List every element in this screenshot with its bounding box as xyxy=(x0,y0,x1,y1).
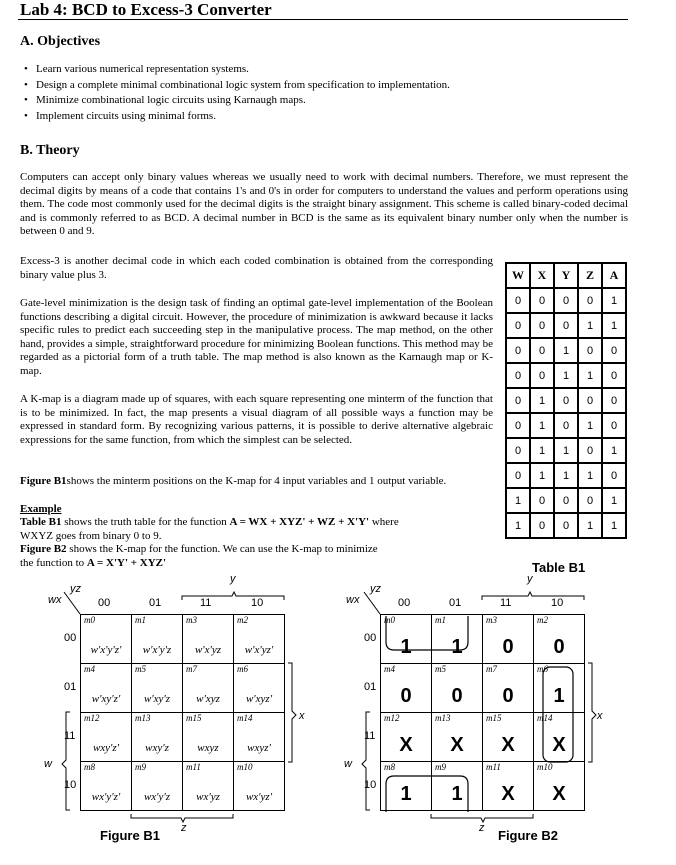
kmap-b1-w-brace xyxy=(62,712,70,810)
kmap-minterm-label: m6 xyxy=(537,664,548,674)
table-header-cell: X xyxy=(530,263,554,288)
figure-b1-description xyxy=(20,475,500,489)
kmap-cell-value: 1 xyxy=(451,783,463,805)
kmap-cell-expression: wxy'z xyxy=(145,742,169,754)
kmap-b2-group-right xyxy=(543,667,573,762)
table-cell: 0 xyxy=(554,513,578,538)
table-cell: 0 xyxy=(506,338,530,363)
example-heading: Example xyxy=(20,503,62,515)
kmap-cell-expression: wx'y'z' xyxy=(91,791,121,803)
example-text-4: the function to xyxy=(20,556,87,569)
kmap-b2-var-y: y xyxy=(527,573,533,585)
table-header-row xyxy=(506,263,626,288)
table-cell: 1 xyxy=(554,363,578,388)
kmap-cell-value: 1 xyxy=(451,636,463,658)
kmap-b2-y-brace xyxy=(482,592,584,600)
table-cell: 1 xyxy=(506,513,530,538)
table-header-cell: Z xyxy=(578,263,602,288)
kmap-col-label: 10 xyxy=(251,597,264,609)
table-cell: 1 xyxy=(554,463,578,488)
table-cell: 0 xyxy=(554,313,578,338)
table-cell: 1 xyxy=(530,413,554,438)
list-item: • Implement circuits using minimal forms. xyxy=(24,109,584,125)
table-cell: 1 xyxy=(578,513,602,538)
kmap-cell-expression: wxyz xyxy=(197,742,219,754)
table-cell: 0 xyxy=(554,288,578,313)
kmap-b2-corner-left: wx xyxy=(346,594,360,606)
kmap-cell-value: 0 xyxy=(400,685,412,707)
kmap-minterm-label: m11 xyxy=(186,762,201,772)
kmap-b1-corner-left: wx xyxy=(48,594,62,606)
kmap-minterm-label: m2 xyxy=(537,615,548,625)
list-item: • Minimize combinational logic circuits using Karnaugh maps. xyxy=(24,93,584,109)
kmap-decorations xyxy=(0,570,676,865)
table-cell: 1 xyxy=(530,388,554,413)
table-cell: 0 xyxy=(530,488,554,513)
kmap-cell-expression: w'xy'z' xyxy=(91,693,121,705)
kmap-cell-value: X xyxy=(399,734,413,756)
figure-b1-text: shows the minterm positions on the K-map for 4 input variables and 1 output variable. xyxy=(66,475,447,487)
kmap-b1-var-y: y xyxy=(230,573,236,585)
table-cell: 1 xyxy=(506,488,530,513)
kmap-cell-value: X xyxy=(552,783,566,805)
table-cell: 0 xyxy=(530,313,554,338)
table-cell: 0 xyxy=(578,338,602,363)
kmap-cell-value: 0 xyxy=(502,685,514,707)
kmap-cell-expression: wx'yz' xyxy=(245,791,273,803)
kmap-cell-expression: wxy'z' xyxy=(92,742,120,754)
kmap-minterm-label: m7 xyxy=(486,664,497,674)
theory-paragraph-4: A K-map is a diagram made up of squares, with each square representing one minterm of the function that is to be minimized. In fact, the map presents a visual diagram of all possible ways a function may be expressed in standard form. By recognizing various patterns, it is possible to derive alternative algebraic expressions for the same function, from which the simplest can be selected. xyxy=(20,393,493,446)
kmap-cell-expression: w'x'yz' xyxy=(244,644,274,656)
kmap-minterm-label: m14 xyxy=(537,713,553,723)
theory-heading: B. Theory xyxy=(20,143,80,158)
kmap-row-label: 01 xyxy=(364,681,377,693)
kmap-b1-var-x: x xyxy=(299,710,305,722)
kmap-cell-value: 1 xyxy=(400,783,412,805)
kmap-row-label: 01 xyxy=(64,681,77,693)
kmap-minterm-label: m1 xyxy=(435,615,446,625)
kmap-b1-x-brace xyxy=(288,663,296,762)
table-row xyxy=(506,338,626,363)
table-cell: 0 xyxy=(602,338,626,363)
kmap-cell-value: 1 xyxy=(553,685,565,707)
kmap-minterm-label: m15 xyxy=(186,713,202,723)
kmap-b2-x-brace xyxy=(588,663,596,762)
table-row xyxy=(506,438,626,463)
kmap-minterm-label: m2 xyxy=(237,615,248,625)
kmap-cell-value: 0 xyxy=(451,685,463,707)
table-b1-ref: Table B1 xyxy=(20,516,62,529)
table-cell: 1 xyxy=(530,438,554,463)
kmap-cell-expression: w'xyz xyxy=(196,693,220,705)
table-row xyxy=(506,288,626,313)
kmap-minterm-label: m9 xyxy=(435,762,446,772)
kmap-row-label: 11 xyxy=(64,730,76,742)
kmap-cell-value: X xyxy=(501,734,515,756)
kmap-cell-value: 0 xyxy=(553,636,565,658)
kmap-col-label: 01 xyxy=(149,597,162,609)
kmap-b2-corner-top: yz xyxy=(370,583,381,595)
table-header-cell: A xyxy=(602,263,626,288)
objectives-list xyxy=(24,62,584,124)
kmap-b1-z-brace xyxy=(131,814,233,822)
kmap-minterm-label: m14 xyxy=(237,713,253,723)
table-cell: 1 xyxy=(602,313,626,338)
kmap-b1-corner-top: yz xyxy=(70,583,81,595)
kmap-minterm-label: m8 xyxy=(84,762,95,772)
table-cell: 0 xyxy=(602,388,626,413)
kmap-minterm-label: m3 xyxy=(486,615,497,625)
kmap-minterm-label: m9 xyxy=(135,762,146,772)
table-cell: 0 xyxy=(554,488,578,513)
table-cell: 1 xyxy=(602,513,626,538)
table-row xyxy=(506,463,626,488)
kmap-col-label: 01 xyxy=(449,597,462,609)
table-cell: 0 xyxy=(554,388,578,413)
kmap-cell-value: X xyxy=(450,734,464,756)
table-row xyxy=(506,413,626,438)
kmap-col-label: 11 xyxy=(200,597,212,609)
table-cell: 0 xyxy=(578,388,602,413)
kmap-col-label: 00 xyxy=(98,597,111,609)
kmap-col-label: 00 xyxy=(398,597,411,609)
kmap-b2-var-z: z xyxy=(479,822,485,834)
minimized-function: A = X'Y' + XYZ' xyxy=(86,556,167,569)
table-cell: 1 xyxy=(554,438,578,463)
figure-b2-ref: Figure B2 xyxy=(20,543,67,556)
table-cell: 0 xyxy=(530,338,554,363)
kmap-minterm-label: m13 xyxy=(135,713,151,723)
truth-table-b1 xyxy=(505,262,627,539)
table-cell: 0 xyxy=(602,463,626,488)
kmap-minterm-label: m4 xyxy=(384,664,395,674)
table-cell: 0 xyxy=(602,413,626,438)
table-cell: 0 xyxy=(578,288,602,313)
kmap-cell-value: 1 xyxy=(400,636,412,658)
kmap-row-label: 00 xyxy=(64,632,77,644)
kmap-cell-expression: w'x'yz xyxy=(194,644,222,656)
theory-paragraph-1: Computers can accept only binary values whereas we usually need to work with decimal numbers. Therefore, we must represent the decimal digits by means of a code that contains 1's and 0's in order for computers to understand the values and perform operations using them. The code most commonly used for the decimal digits is the straight binary assignment. This scheme is called binary-coded decimal and is commonly referred to as BCD. A decimal number in BCD is the same as its equivalent binary number only when the number is between 0 and 9. xyxy=(20,171,628,238)
table-cell: 0 xyxy=(506,463,530,488)
table-row xyxy=(506,313,626,338)
table-cell: 0 xyxy=(578,438,602,463)
kmap-b2-var-x: x xyxy=(597,710,603,722)
table-cell: 0 xyxy=(578,488,602,513)
kmap-row-label: 10 xyxy=(64,779,77,791)
table-cell: 0 xyxy=(506,413,530,438)
kmap-b2-z-brace xyxy=(431,814,533,822)
title-rule xyxy=(18,19,628,20)
kmap-minterm-label: m5 xyxy=(135,664,146,674)
table-cell: 1 xyxy=(578,313,602,338)
kmap-minterm-label: m10 xyxy=(237,762,253,772)
kmap-col-label: 10 xyxy=(551,597,564,609)
table-cell: 1 xyxy=(602,438,626,463)
theory-paragraph-3: Gate-level minimization is the design task of finding an optimal gate-level implementation of the Boolean functions describing a digital circuit. However, the procedure of minimization is awkward because it lacks specific rules to predict each succeeding step in the manipulative process. The map method, on the other hand, provides a simple, straightforward procedure for minimizing Boolean functions. This method may be regarded as a pictorial form of a truth table. The map method is also known as the Karnaugh map or K-map. xyxy=(20,297,493,377)
kmap-b2-group-bottom xyxy=(386,776,468,812)
table-cell: 1 xyxy=(602,488,626,513)
table-row xyxy=(506,388,626,413)
table-cell: 0 xyxy=(530,288,554,313)
table-cell: 0 xyxy=(506,313,530,338)
kmap-b1-y-brace xyxy=(182,592,284,600)
example-text-2: WXYZ goes from binary 0 to 9. xyxy=(20,529,162,542)
kmap-minterm-label: m13 xyxy=(435,713,451,723)
kmap-minterm-label: m12 xyxy=(84,713,100,723)
kmap-b1-var-w: w xyxy=(44,758,52,770)
kmap-minterm-label: m10 xyxy=(537,762,553,772)
table-cell: 0 xyxy=(602,363,626,388)
kmap-b1-var-z: z xyxy=(181,822,187,834)
figure-b1-ref: Figure B1 xyxy=(20,475,67,487)
objectives-heading: A. Objectives xyxy=(20,34,101,49)
table-cell: 1 xyxy=(602,288,626,313)
kmap-row-label: 11 xyxy=(364,730,376,742)
kmap-cell-expression: wxyz' xyxy=(247,742,271,754)
kmap-minterm-label: m0 xyxy=(84,615,95,625)
table-cell: 0 xyxy=(554,413,578,438)
table-row xyxy=(506,513,626,538)
kmap-b1-corner-line xyxy=(64,592,80,614)
example-text-3: shows the K-map for the function. We can use the K-map to minimize xyxy=(66,543,378,556)
kmap-cell-expression: w'x'y'z' xyxy=(90,644,122,656)
table-row xyxy=(506,363,626,388)
kmap-minterm-label: m6 xyxy=(237,664,248,674)
table-header-cell: Y xyxy=(554,263,578,288)
kmap-minterm-label: m12 xyxy=(384,713,400,723)
table-header-cell: W xyxy=(506,263,530,288)
figure-b2-caption: Figure B2 xyxy=(498,828,558,843)
table-row xyxy=(506,488,626,513)
page-title: Lab 4: BCD to Excess-3 Converter xyxy=(20,0,272,19)
kmap-cell-value: 0 xyxy=(502,636,514,658)
kmap-minterm-label: m15 xyxy=(486,713,502,723)
kmap-minterm-label: m1 xyxy=(135,615,146,625)
table-cell: 1 xyxy=(530,463,554,488)
kmap-col-label: 11 xyxy=(500,597,512,609)
table-cell: 0 xyxy=(506,438,530,463)
kmap-minterm-label: m7 xyxy=(186,664,197,674)
figure-b1-caption: Figure B1 xyxy=(100,828,160,843)
kmap-minterm-label: m8 xyxy=(384,762,395,772)
table-cell: 1 xyxy=(578,463,602,488)
table-b1-caption: Table B1 xyxy=(532,560,586,575)
kmap-b2-corner-line xyxy=(364,592,380,614)
kmap-cell-expression: w'x'y'z xyxy=(142,644,172,656)
table-cell: 0 xyxy=(506,388,530,413)
kmap-row-label: 00 xyxy=(364,632,377,644)
example-text-1: shows the truth table for the function xyxy=(61,516,230,529)
table-cell: 0 xyxy=(506,288,530,313)
example-function: A = WX + XYZ' + WZ + X'Y' xyxy=(229,516,370,529)
list-item: • Design a complete minimal combinational logic system from specification to implementation. xyxy=(24,78,584,94)
kmap-cell-expression: wx'yz xyxy=(196,791,220,803)
table-cell: 1 xyxy=(578,363,602,388)
table-cell: 0 xyxy=(530,513,554,538)
kmap-cell-value: X xyxy=(501,783,515,805)
table-cell: 1 xyxy=(554,338,578,363)
example-block xyxy=(20,503,500,570)
kmap-minterm-label: m3 xyxy=(186,615,197,625)
kmap-minterm-label: m0 xyxy=(384,615,395,625)
theory-paragraph-2: Excess-3 is another decimal code in which each coded combination is obtained from the corresponding binary value plus 3. xyxy=(20,255,493,281)
kmap-cell-value: X xyxy=(552,734,566,756)
table-cell: 0 xyxy=(530,363,554,388)
kmap-b2-group-top xyxy=(386,616,468,650)
table-cell: 0 xyxy=(506,363,530,388)
kmap-cell-expression: wx'y'z xyxy=(143,791,171,803)
table-cell: 1 xyxy=(578,413,602,438)
kmap-cell-expression: w'xy'z xyxy=(143,693,171,705)
kmap-b2-var-w: w xyxy=(344,758,352,770)
example-text-1-end: where xyxy=(369,516,399,529)
kmap-b2-w-brace xyxy=(362,712,370,810)
kmap-minterm-label: m5 xyxy=(435,664,446,674)
kmap-minterm-label: m11 xyxy=(486,762,501,772)
list-item: • Learn various numerical representation systems. xyxy=(24,62,584,78)
kmap-row-label: 10 xyxy=(364,779,377,791)
kmap-minterm-label: m4 xyxy=(84,664,95,674)
kmap-cell-expression: w'xyz' xyxy=(245,693,273,705)
